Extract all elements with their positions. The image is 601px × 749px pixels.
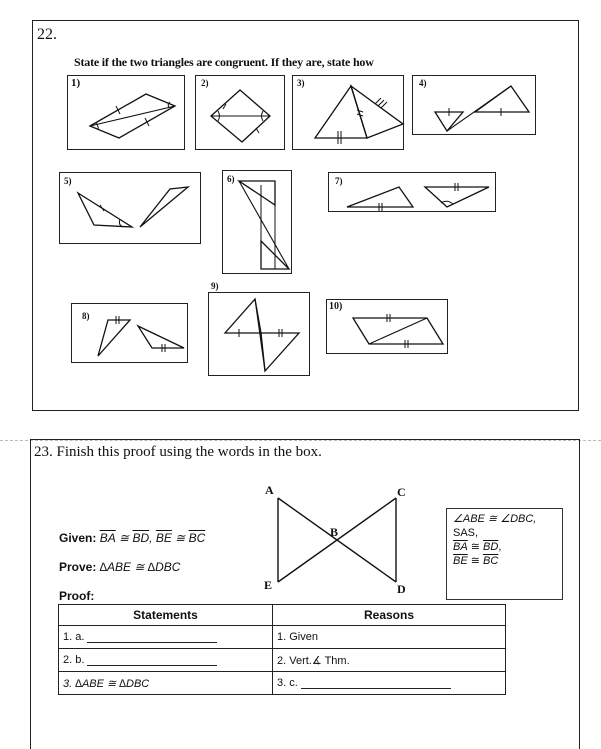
prove-value: ∆ABE ≅ ∆DBC — [99, 560, 181, 574]
given-seg-bc: $\overline{BC}$ — [188, 531, 206, 545]
panel-6-label: 6) — [227, 174, 235, 184]
answer-blank-c[interactable] — [301, 678, 451, 689]
word-bank-item-ba-bd — [453, 540, 562, 554]
reason-cell: 2. Vert.∡ Thm. — [273, 649, 506, 672]
table-row — [59, 672, 506, 695]
panel-7-figure — [329, 173, 497, 213]
panel-2-figure — [196, 76, 286, 151]
given-congruent-1: ≅ — [119, 531, 130, 545]
panel-10 — [326, 299, 448, 354]
proof-label: Proof: — [59, 589, 95, 603]
vertex-a-label: A — [265, 483, 274, 497]
given-label: Given: — [59, 531, 97, 545]
given-congruent-2: ≅ — [175, 531, 186, 545]
proof-table — [58, 604, 506, 695]
proof-table-header — [59, 605, 506, 626]
word-bank-item-sas: SAS, — [453, 527, 479, 539]
reason-cell: 1. Given — [273, 626, 506, 649]
panel-6-figure — [223, 171, 293, 275]
panel-7 — [328, 172, 496, 212]
panel-9-figure — [209, 293, 311, 377]
panel-5-label: 5) — [64, 176, 72, 186]
panel-10-label: 10) — [329, 301, 343, 312]
question-22-number: 22. — [37, 26, 57, 43]
given-statement — [59, 531, 205, 545]
statement-text: 2. b. — [63, 654, 85, 666]
panel-6 — [222, 170, 292, 274]
answer-blank-b[interactable] — [87, 655, 217, 666]
word-bank-seg-ba: $\overline{BA}$ — [453, 541, 468, 553]
panel-1 — [67, 75, 185, 150]
word-bank-box — [446, 508, 563, 600]
answer-blank-a[interactable] — [87, 632, 217, 643]
word-bank-comma: , — [498, 541, 502, 553]
header-statements: Statements — [59, 605, 273, 626]
panel-5-figure — [60, 173, 202, 245]
word-bank-congruent-2: ≅ — [470, 555, 480, 567]
word-bank-item-angles: ∠ABE ≅ ∠DBC, — [453, 513, 537, 525]
panel-10-figure — [327, 300, 449, 355]
reason-text: 3. c. — [277, 677, 298, 689]
vertex-c-label: C — [397, 485, 406, 499]
panel-8 — [71, 303, 188, 363]
panel-5 — [59, 172, 201, 244]
word-bank-seg-bd: $\overline{BD}$ — [483, 541, 499, 553]
panel-4-figure — [413, 76, 537, 136]
word-bank-item-be-bc — [453, 554, 562, 568]
vertex-b-label: B — [330, 525, 339, 539]
question-23-title: 23. Finish this proof using the words in the box. — [34, 444, 322, 460]
panel-9-label: 9) — [211, 281, 219, 291]
statement-cell[interactable] — [59, 626, 273, 649]
proof-diagram — [262, 484, 412, 604]
table-row — [59, 649, 506, 672]
statement-cell: 3. ∆ABE ≅ ∆DBC — [59, 672, 273, 695]
panel-8-figure — [72, 304, 189, 364]
vertex-e-label: E — [264, 578, 273, 592]
statement-text: 1. a. — [63, 631, 85, 643]
panel-3-label: 3) — [297, 78, 305, 88]
panel-3 — [292, 75, 404, 150]
given-seg-ba: $\overline{BA}$ — [99, 531, 116, 545]
given-seg-bd: $\overline{BD}$ — [132, 531, 150, 545]
reason-cell[interactable] — [273, 672, 506, 695]
vertex-d-label: D — [397, 582, 406, 596]
given-separator: , — [149, 531, 153, 545]
panel-4 — [412, 75, 536, 135]
prove-label: Prove: — [59, 560, 97, 574]
question-22-instruction: State if the two triangles are congruent. If they are, state how — [74, 55, 374, 69]
panel-2-label: 2) — [201, 78, 209, 88]
given-seg-be: $\overline{BE}$ — [155, 531, 172, 545]
word-bank-seg-be: $\overline{BE}$ — [453, 555, 468, 567]
panel-1-figure — [68, 76, 186, 151]
panel-7-label: 7) — [335, 176, 343, 186]
word-bank-seg-bc: $\overline{BC}$ — [483, 555, 499, 567]
panel-3-figure — [293, 76, 405, 151]
prove-statement — [59, 560, 180, 574]
table-row — [59, 626, 506, 649]
word-bank-congruent-1: ≅ — [470, 541, 480, 553]
header-reasons: Reasons — [273, 605, 506, 626]
panel-2 — [195, 75, 285, 150]
panel-4-label: 4) — [419, 78, 427, 88]
panel-9 — [208, 281, 310, 376]
panel-1-label: 1) — [71, 77, 81, 89]
statement-cell[interactable] — [59, 649, 273, 672]
panel-8-label: 8) — [82, 311, 90, 321]
